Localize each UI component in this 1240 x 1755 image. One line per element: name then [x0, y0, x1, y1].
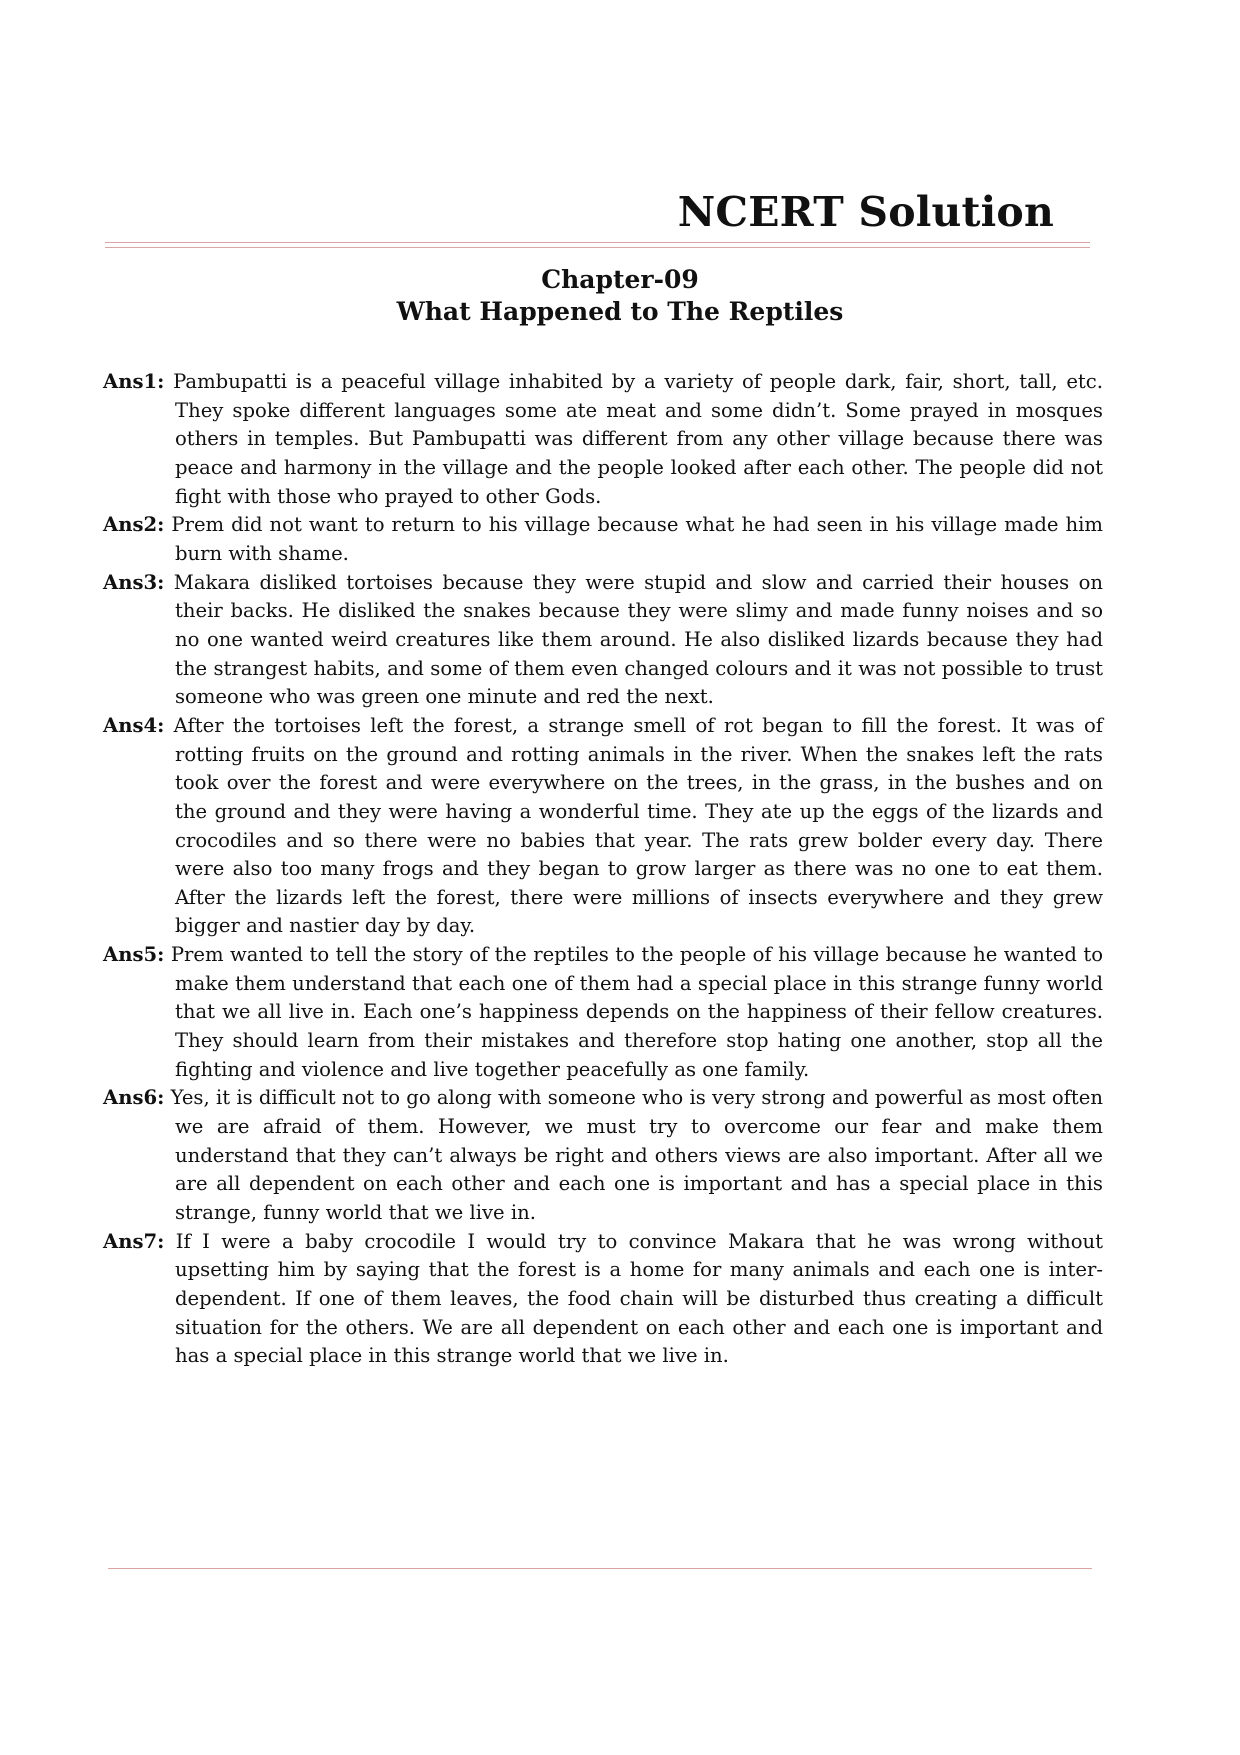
- answer-label: Ans2:: [103, 513, 165, 537]
- header-title: NCERT Solution: [677, 188, 1054, 236]
- answer-text: After the tortoises left the forest, a strange smell of rot began to fill the forest. It was of rotting fruits on the ground and rotting animals in the river. When the snakes left the rats took over the forest and were everywhere on the trees, in the grass, in the bushes and on the ground and they were having a wonderful time. They ate up the eggs of the lizards and crocodiles and so there were no babies that year. The rats grew bolder every day. There were also too many frogs and they began to grow larger as there was no one to eat them. After the lizards left the forest, there were millions of insects everywhere and they grew bigger and nastier day by day.: [173, 713, 1103, 938]
- answer-label: Ans5:: [103, 943, 165, 967]
- chapter-heading: [0, 264, 1240, 328]
- answer-label: Ans4:: [103, 713, 165, 737]
- answer-5: [103, 941, 1103, 1084]
- chapter-title: What Happened to The Reptiles: [396, 297, 844, 326]
- answer-text: If I were a baby crocodile I would try to convince Makara that he was wrong without upsetting him by saying that the forest is a home for many animals and each one is inter-dependent. If one of them leaves, the food chain will be disturbed thus creating a difficult situation for the others. We are all dependent on each other and each one is important and has a special place in this strange world that we live in.: [175, 1229, 1103, 1368]
- answer-list: [103, 368, 1103, 1371]
- answer-label: Ans7:: [103, 1229, 165, 1253]
- answer-3: [103, 569, 1103, 712]
- answer-text: Prem did not want to return to his village because what he had seen in his village made him burn with shame.: [171, 513, 1103, 565]
- header-rule-bottom: [105, 247, 1090, 248]
- answer-label: Ans1:: [103, 370, 165, 393]
- header-rule-top: [105, 242, 1090, 243]
- answer-7: [103, 1228, 1103, 1371]
- answer-6: [103, 1084, 1103, 1227]
- answer-2: [103, 511, 1103, 568]
- footer-rule: [108, 1568, 1092, 1569]
- answer-4: [103, 712, 1103, 941]
- answer-text: Prem wanted to tell the story of the reptiles to the people of his village because he wanted to make them understand that each one of them had a special place in this strange funny world that we all live in. Each one’s happiness depends on the happiness of their fellow creatures. They should learn from their mistakes and therefore stop hating one another, stop all the fighting and violence and live together peacefully as one family.: [170, 943, 1103, 1081]
- chapter-number: Chapter-09: [541, 265, 699, 294]
- answer-text: Yes, it is difficult not to go along with someone who is very strong and powerful as most often we are afraid of them. However, we must try to overcome our fear and make them understand that they can’t always be right and others views are also important. After all we are all dependent on each other and each one is important and has a special place in this strange, funny world that we live in.: [170, 1086, 1104, 1225]
- answer-text: Pambupatti is a peaceful village inhabited by a variety of people dark, fair, short, tall, etc. They spoke different languages some ate meat and some didn’t. Some prayed in mosques others in temples. But Pambupatti was different from any other village because there was peace and harmony in the village and the people looked after each other. The people did not fight with those who prayed to other Gods.: [173, 370, 1104, 508]
- answer-text: Makara disliked tortoises because they were stupid and slow and carried their houses on their backs. He disliked the snakes because they were slimy and made funny noises and so no one wanted weird creatures like them around. He also disliked lizards because they had the strangest habits, and some of them even changed colours and it was not possible to trust someone who was green one minute and red the next.: [173, 570, 1103, 709]
- answer-label: Ans3:: [103, 570, 165, 594]
- answer-1: [103, 368, 1103, 511]
- answer-label: Ans6:: [103, 1086, 165, 1110]
